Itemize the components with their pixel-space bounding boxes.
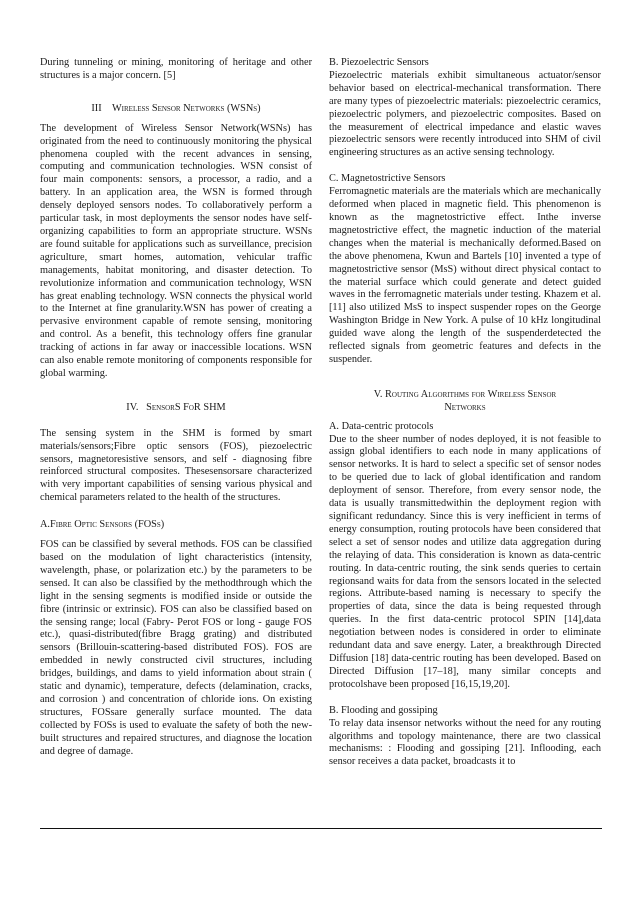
- section-3-number: III: [91, 102, 102, 114]
- section-5-heading-line2: Networks: [444, 401, 486, 413]
- section-3-title: Wireless Sensor Networks (WSNs): [111, 102, 261, 114]
- subsection-5b-title: B. Flooding and gossiping: [329, 704, 438, 716]
- right-column: [329, 57, 601, 769]
- intro-paragraph: During tunneling or mining, monitoring of heritage and other structures is a major concern. [5]: [40, 57, 312, 81]
- subsection-b-title: B. Piezoelectric Sensors: [329, 57, 429, 68]
- footer-rule: [40, 828, 602, 829]
- section-3-body: The development of Wireless Sensor Network(WSNs) has originated from the need to continuously monitoring the physical phenomena coupled with the recent advances in sensing, computing and communication technologies. WSN consist of four main components: sensors, a processor, a radio, and a battery. In an application area, the WSN is formed through densely deployed sensors nodes. To collaboratively perform a particular task, in most deployments the sensor nodes have self- organizing capabilities to form an appropriate structure. WSNs are found suitable for applications such as surveillance, precision agriculture, smart homes, automation, vehicular traffic managements, habitat monitoring, and disaster detection. To revolutionize information and communication technology, WSN has great enabling technology. WSN connects the physical world to the Internet at fine granularity.WSN has power of creating a pervasive environment capable of remote sensing, monitoring and control. As a benefit, this technology offers fine granular tracking of actions in far away or inaccessible locations. WSN can also enable remote monitoring of components responsible for global warming.: [40, 122, 312, 379]
- subsection-a-title: A.Fibre Optic Sensors (FOSs): [40, 519, 165, 531]
- section-5-heading-line1: V. Routing Algorithms for Wireless Sensor: [373, 388, 557, 400]
- subsection-5a-title: A. Data-centric protocols: [329, 420, 434, 432]
- section-4-number: IV.: [126, 401, 139, 413]
- left-column: [40, 57, 312, 759]
- section-4-title: SensorS FoR SHM: [146, 401, 226, 413]
- subsection-5a-body: Due to the sheer number of nodes deployed, it is not feasible to assign global identifiers to each node in many applications of sensor networks. It is hard to select a specific set of sensor nodes to be queried due to lack of global identification and random deployment of sensor. Therefore, from every sensor node, the data is usually transmittedwithin the deployment region with significant redundancy. Since this is very inefficient in terms of energy consumption, routing protocols have been considered that select a set of sensor nodes and utilize data aggregation during the relaying of data. This consideration is known as data-centric routing. In data-centric routing, the sink sends queries to certain regionsand waits for data from the sensors located in the selected regions. Attribute-based naming is necessary to specify the properties of data, since the data is being requested through queries. In the first data-centric protocol SPIN [14],data negotiation between nodes is considered in order to eliminate redundant data and save energy. Later, a breakthrough Directed Diffusion [18] data-centric routing has been developed. Based on Directed Diffusion [17–18], many similar concepts and protocolshave been proposed [16,15,19,20].: [329, 433, 601, 690]
- subsection-c-body: Ferromagnetic materials are the materials which are mechanically deformed when placed in magnetic field. This phenomenon is known as the magnetostrictive effect. Inthe inverse magnetostrictive effect, the magnetic induction of the material changes when the material is mechanically deformed.Based on the above phenomena, Kwun and Bartels [10] invented a type of magnetostrictive sensor (MsS) without direct physical contact to the material surface which could generate and detect guided waves in the ferromagnetic materials under testing. Khazem et al. [11] also utilized MsS to inspect suspender ropes on the George Washington Bridge in New York. A pulse of 10 kHz longitudinal guided wave along the length of the suspenderdetected the reflected signals from geometric features and defects in the suspender.: [329, 186, 601, 365]
- subsection-c-title: C. Magnetostrictive Sensors: [329, 173, 446, 185]
- subsection-b-body: Piezoelectric materials exhibit simultaneous actuator/sensor behavior based on electrical-mechanical transformation. There are many types of piezoelectric materials: piezoelectric ceramics, piezoelectric polymers, and piezoelectric composites. Based on the measurement of electrical impedance and elastic waves piezoelectric sensors were recently introduced into SHM of civil engineering structures as an active sensing technology.: [329, 69, 601, 159]
- subsection-5b-body: To relay data insensor networks without the need for any routing algorithms and topology maintenance, there are two classical mechanisms: : Flooding and gossiping [21]. Inflooding, each sensor receives a data packet, broadcasts it to: [329, 717, 601, 768]
- section-4-heading: [40, 402, 312, 415]
- subsection-a-body: FOS can be classified by several methods. FOS can be classified based on the modulation of light characteristics (intensity, wavelength, phase, or polarization etc.) by the parameters to be sensed. It can also be classified by the methodthrough which the light in the sensing segments is modified inside or outside the fibre (intrinsic or extrinsic). FOS can also be classified based on the sensing range; local (Fabry- Perot FOS or long - gauge FOS etc.), quasi-distributed(fibre Bragg grating) and distributed sensors (Brillouin-scattering-based distributed FOS). FOS are embedded in newly constructed civil structures, including bridges, buildings, and dams to yield information about strain ( static and dynamic), temperature, defects (delamination, cracks, and corrosion ) and concentration of chloride ions. On existing structures, FOSsare generally surface mounted. The data collected by FOSs is used to evaluate the safety of both the new-built structures and repaired structures, and diagnose the location and degree of damage.: [40, 539, 312, 757]
- section-3-heading: [40, 103, 312, 116]
- section-4-body: The sensing system in the SHM is formed by smart materials/sensors;Fibre optic sensors (FOS), piezoelectric sensors, magnetoresistive sensors, and self - diagnosing fibre reinforced structural composites. Thesesensorsare characterized with very important capabilities of sensing various physical and chemical parameters related to the health of the structures.: [40, 427, 312, 504]
- section-5-heading: [329, 389, 601, 415]
